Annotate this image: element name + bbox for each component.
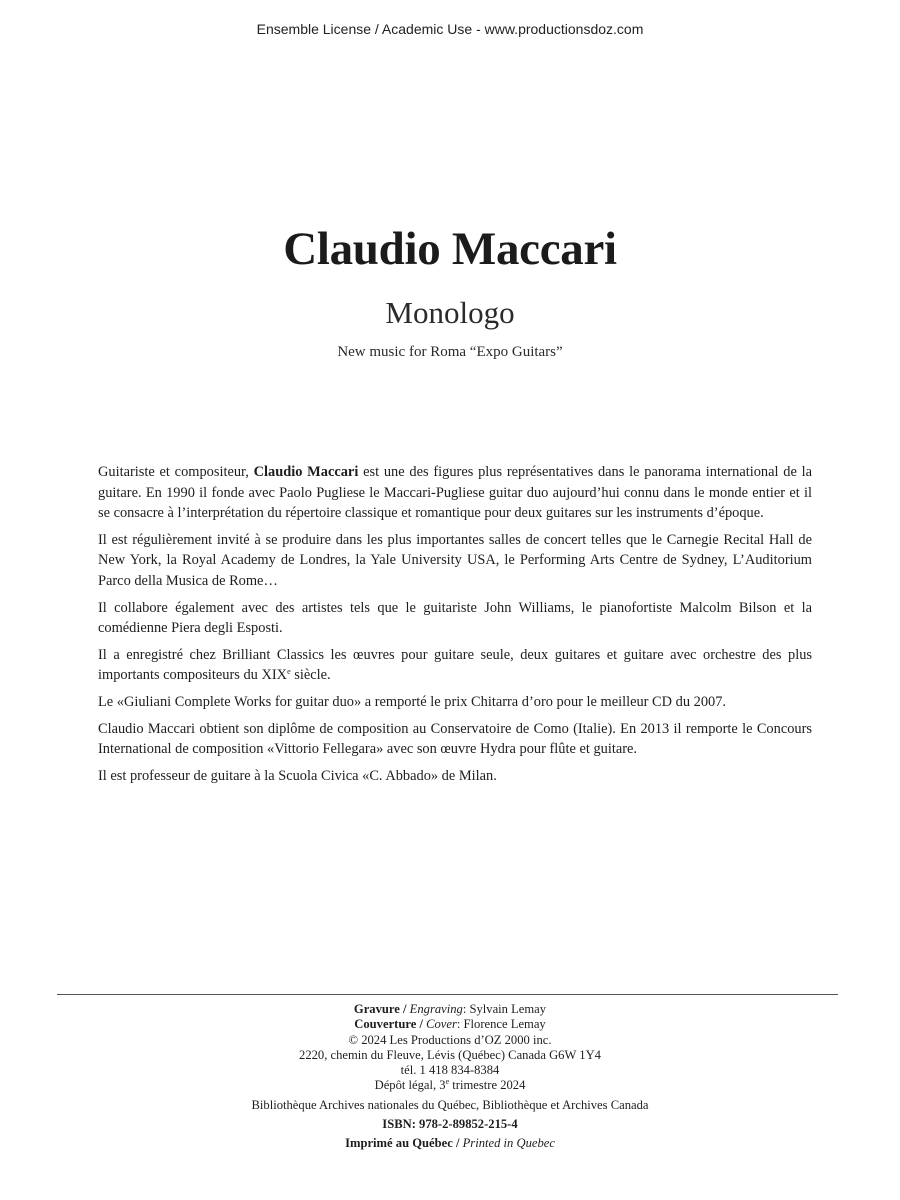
- engraving-label-en: Engraving: [409, 1002, 463, 1016]
- engraver-name: : Sylvain Lemay: [462, 1002, 547, 1016]
- credits-block: [0, 1002, 900, 1152]
- quarter-superscript: e: [445, 1077, 450, 1087]
- bio-p1-text-before: Guitariste et compositeur,: [98, 464, 254, 480]
- cover-label-en: Cover: [426, 1017, 457, 1032]
- bio-paragraph-2: Il est régulièrement invité à se produire dans les plus importantes salles de concert telles que le Carnegie Recital Hall de New York, la Royal Academy de Londres, la Yale University USA, le Performing Arts Centre de Sydney, L’Auditorium Parco della Musica de Rome…: [98, 531, 812, 589]
- legal-deposit-before: Dépôt légal, 3: [374, 1078, 446, 1093]
- license-header: Ensemble License / Academic Use - www.productionsdoz.com: [256, 21, 644, 37]
- bio-paragraph-7: Il est professeur de guitare à la Scuola Civica «C. Abbado» de Milan.: [98, 767, 497, 784]
- cover-label: Couverture /: [354, 1017, 423, 1032]
- composer-name: Claudio Maccari: [283, 223, 617, 275]
- printed-fr: Imprimé au Québec /: [345, 1136, 460, 1151]
- printed-in: [0, 1136, 900, 1151]
- engraving-credit: [0, 1002, 900, 1017]
- bio-paragraph-3: Il collabore également avec des artistes tels que le guitariste John Williams, le pianofortiste Malcolm Bilson et la comédienne Piera degli Esposti.: [98, 599, 812, 637]
- century-superscript: e: [287, 667, 291, 677]
- bio-paragraph-4: [98, 645, 812, 686]
- bio-paragraph-1: [98, 462, 812, 524]
- library-deposit: Bibliothèque Archives nationales du Québec, Bibliothèque et Archives Canada: [251, 1097, 649, 1112]
- footer-divider: [57, 994, 838, 995]
- cover-artist-name: : Florence Lemay: [456, 1017, 546, 1032]
- isbn: [0, 1117, 900, 1132]
- engraving-label: Gravure /: [353, 1002, 407, 1016]
- cover-credit: [0, 1017, 900, 1032]
- copyright-line: © 2024 Les Productions d’OZ 2000 inc.: [348, 1032, 552, 1047]
- biography: [98, 462, 812, 792]
- bio-composer-name: Claudio Maccari: [253, 464, 359, 480]
- bio-p4-text-after: siècle.: [290, 667, 331, 684]
- bio-p4-text-before: Il a enregistré chez Brilliant Classics les œuvres pour guitare seule, deux guitares et guitare avec orchestre des plus importants compositeurs du XIX: [98, 646, 812, 684]
- isbn-text: ISBN: 978-2-89852-215-4: [382, 1117, 518, 1132]
- bio-p1-text-after: est une des figures plus représentatives dans le panorama international de la guitare. En 1990 il fonde avec Paolo Pugliese le Maccari-Pugliese guitar duo aujourd’hui connu dans le monde entier et il se consacre à l’interprétation du répertoire classique et romantique pour deux guitares sur les instruments d’époque.: [98, 464, 812, 522]
- bio-paragraph-5: Le «Giuliani Complete Works for guitar duo» a remporté le prix Chitarra d’oro pour le meilleur CD du 2007.: [98, 693, 727, 710]
- legal-deposit: [0, 1078, 900, 1093]
- legal-deposit-after: trimestre 2024: [449, 1078, 526, 1093]
- work-title: Monologo: [385, 295, 515, 330]
- work-subtitle: New music for Roma “Expo Guitars”: [337, 344, 563, 360]
- printed-en: Printed in Quebec: [462, 1136, 555, 1151]
- publisher-address: 2220, chemin du Fleuve, Lévis (Québec) Canada G6W 1Y4: [299, 1047, 601, 1062]
- publisher-phone: tél. 1 418 834-8384: [400, 1063, 500, 1078]
- bio-paragraph-6: Claudio Maccari obtient son diplôme de composition au Conservatoire de Como (Italie). En 2013 il remporte le Concours International de composition «Vittorio Fellegara» avec son œuvre Hydra pour flûte et guitare.: [98, 720, 812, 758]
